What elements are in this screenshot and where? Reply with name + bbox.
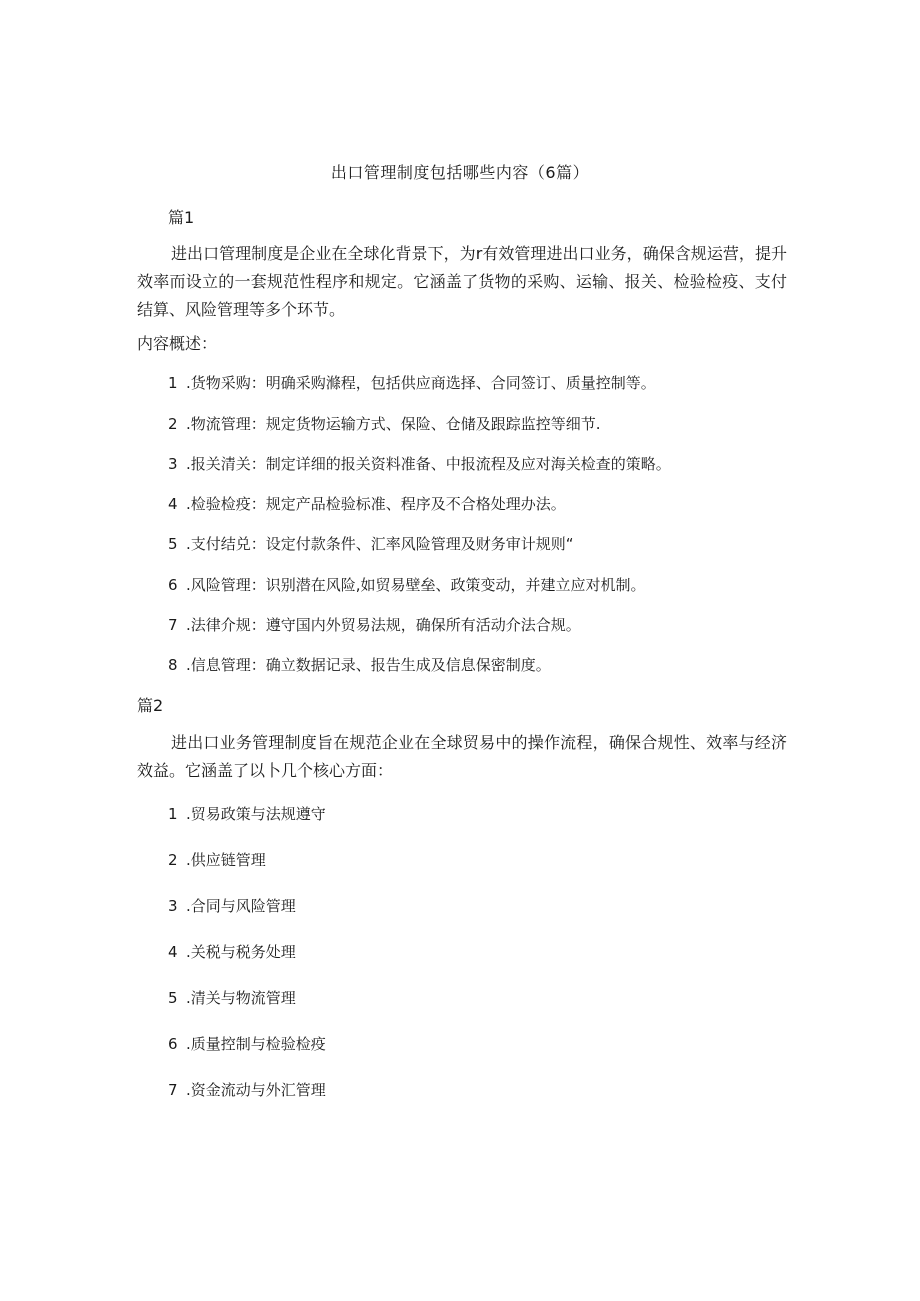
item-text: .质量控制与检验检疫 bbox=[186, 1035, 326, 1053]
item-number: 4 bbox=[168, 495, 178, 513]
list-item bbox=[168, 1079, 326, 1100]
list-item bbox=[168, 493, 566, 514]
list-item bbox=[168, 614, 581, 635]
item-text: .法律介规：遵守国内外贸易法规，确保所有活动介法合规。 bbox=[186, 616, 581, 634]
item-number: 7 bbox=[168, 616, 178, 634]
item-number: 6 bbox=[168, 1035, 178, 1053]
item-number: 5 bbox=[168, 989, 178, 1007]
item-number: 2 bbox=[168, 851, 178, 869]
section1-intro: 进出口管理制度是企业在全球化背景下，为r有效管理进出口业务，确保含规运营，提升效率而设立的一套规范性程序和规定。它涵盖了货物的采购、运输、报关、检验检疫、支付结算、风险管理等多个环节。 bbox=[137, 244, 787, 319]
item-number: 3 bbox=[168, 455, 178, 473]
item-number: 6 bbox=[168, 576, 178, 594]
list-item bbox=[168, 533, 574, 554]
document-title: 出口管理制度包括哪些内容（6篇） bbox=[330, 163, 590, 182]
overview-label: 内容概述： bbox=[137, 334, 218, 353]
section2-heading: 篇2 bbox=[137, 696, 164, 715]
item-text: .资金流动与外汇管理 bbox=[186, 1081, 326, 1099]
section2-intro: 进出口业务管理制度旨在规范企业在全球贸易中的操作流程，确保合规性、效率与经济效益。它涵盖了以卜几个核心方面： bbox=[137, 733, 787, 780]
item-number: 2 bbox=[168, 415, 178, 433]
item-text: .信息管理：确立数据记录、报告生成及信息保密制度。 bbox=[186, 656, 551, 674]
item-text: .关税与税务处理 bbox=[186, 943, 296, 961]
item-number: 8 bbox=[168, 656, 178, 674]
item-number: 7 bbox=[168, 1081, 178, 1099]
list-item bbox=[168, 849, 266, 870]
list-item bbox=[168, 654, 551, 675]
item-text: .货物采购：明确采购滌程，包括供应商选择、合同签订、质量控制等。 bbox=[186, 374, 656, 392]
list-item bbox=[168, 574, 646, 595]
list-item bbox=[168, 372, 656, 393]
section1-heading: 篇1 bbox=[168, 208, 195, 227]
item-text: .贸易政策与法规遵守 bbox=[186, 805, 326, 823]
item-text: .供应链管理 bbox=[186, 851, 266, 869]
item-number: 4 bbox=[168, 943, 178, 961]
item-text: .检验检疫：规定产品检验标准、程序及不合格处理办法。 bbox=[186, 495, 566, 513]
item-number: 1 bbox=[168, 374, 178, 392]
item-number: 1 bbox=[168, 805, 178, 823]
list-item bbox=[168, 987, 296, 1008]
item-text: .物流管理：规定货物运输方式、保险、仓储及跟踪监控等细节. bbox=[186, 415, 601, 433]
list-item bbox=[168, 941, 296, 962]
list-item bbox=[168, 803, 326, 824]
item-text: .报关清关：制定详细的报关资料准备、中报流程及应对海关检查的策略。 bbox=[186, 455, 671, 473]
item-number: 5 bbox=[168, 535, 178, 553]
item-text: .风险管理：识别潜在风险,如贸易壁垒、政策变动，并建立应对机制。 bbox=[186, 576, 646, 594]
list-item bbox=[168, 895, 296, 916]
list-item bbox=[168, 453, 671, 474]
item-text: .清关与物流管理 bbox=[186, 989, 296, 1007]
list-item bbox=[168, 1033, 326, 1054]
item-text: .合同与风险管理 bbox=[186, 897, 296, 915]
item-text: .支付结兑：设定付款条件、汇率风险管理及财务审计规则“ bbox=[186, 535, 574, 553]
list-item bbox=[168, 413, 601, 434]
item-number: 3 bbox=[168, 897, 178, 915]
